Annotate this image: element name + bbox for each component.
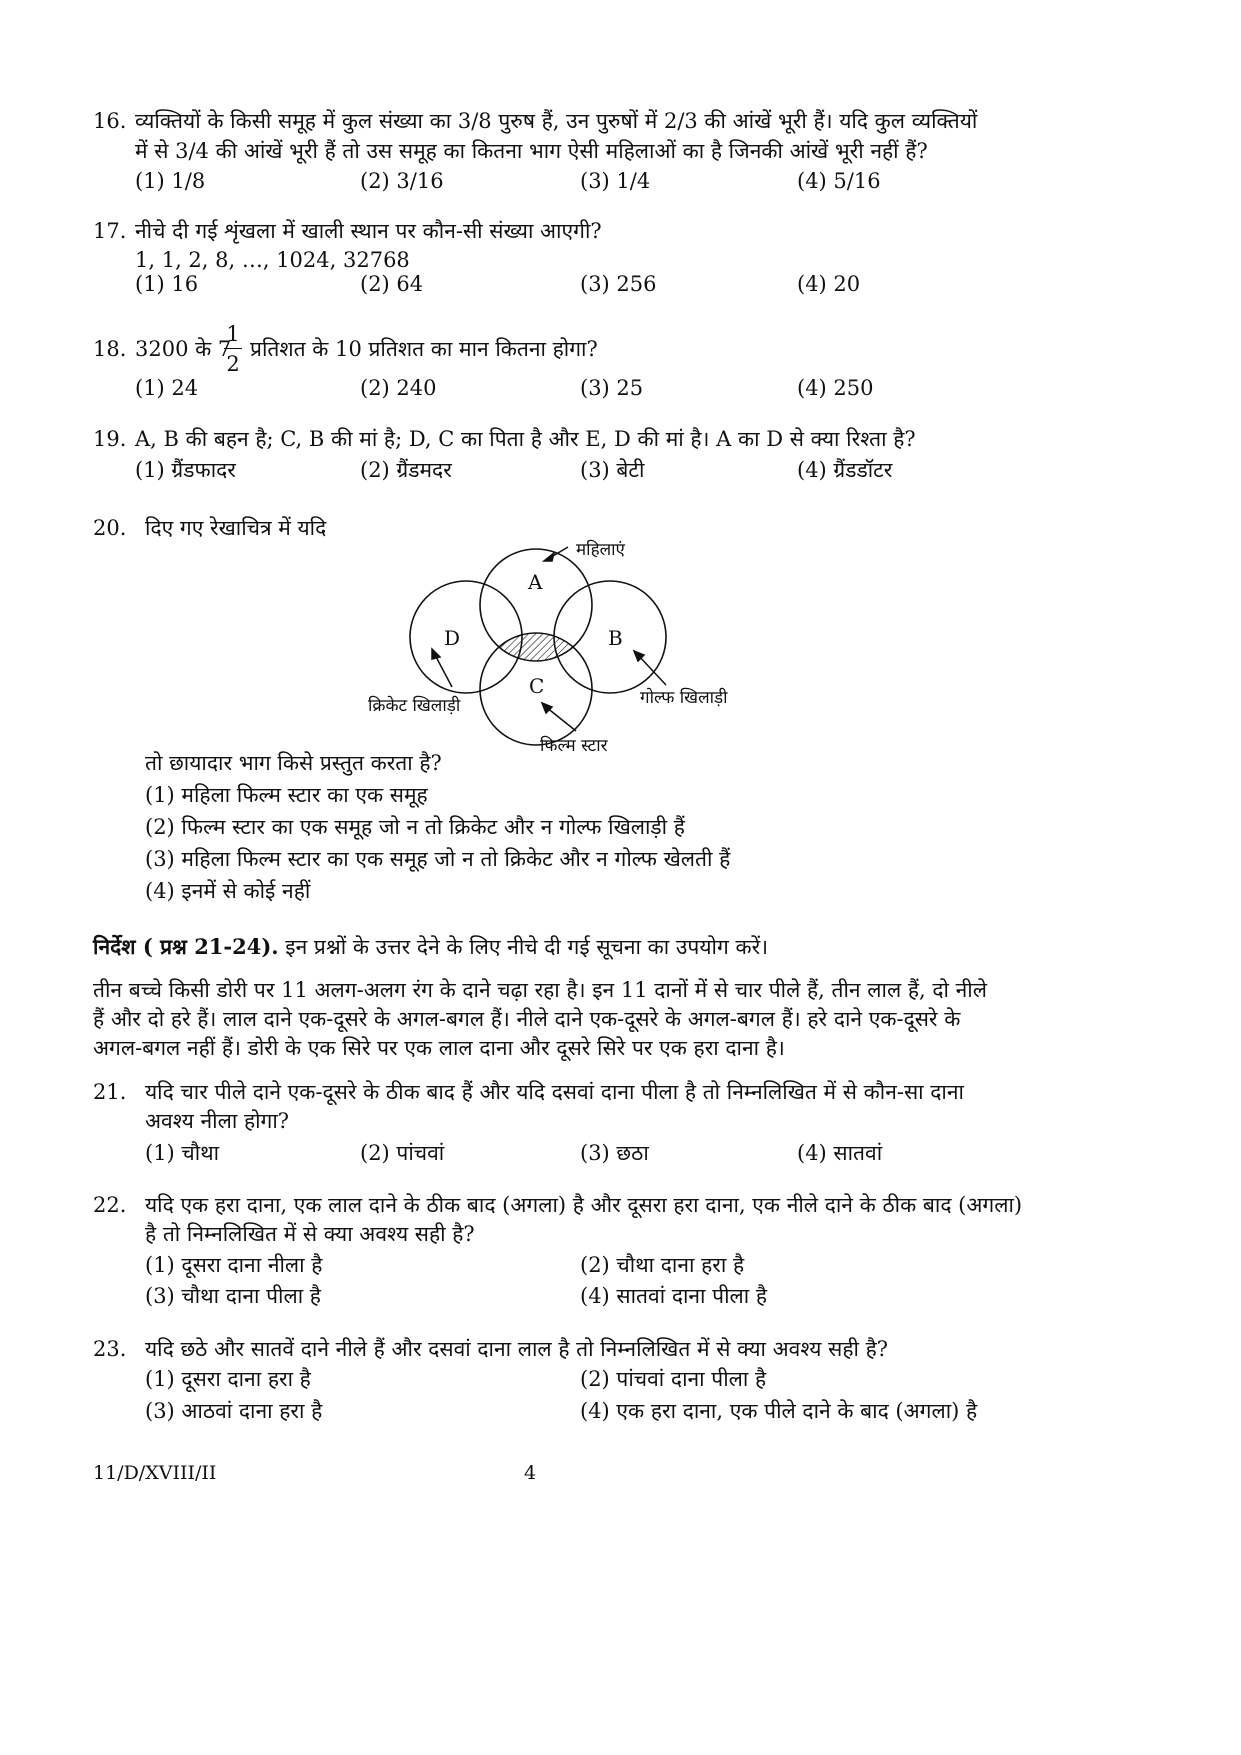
shaded-region [440, 585, 640, 735]
fraction-denominator: 2 [226, 352, 240, 376]
directions-text: अगल-बगल नहीं हैं। डोरी के एक सिरे पर एक लाल दाना और दूसरे सिरे पर एक हरा दाना है। [93, 1036, 785, 1060]
question-text: यदि एक हरा दाना, एक लाल दाने के ठीक बाद (अगला) है और दूसरा हरा दाना, एक नीले दाने के ठीक बाद (अगला) [145, 1193, 1023, 1217]
directions-text: हैं और दो हरे हैं। लाल दाने एक-दूसरे के अगल-बगल हैं। नीले दाने एक-दूसरे के अगल-बगल हैं। हरे दाने एक-दूसरे के [93, 1007, 961, 1031]
directions-heading-bold: निर्देश ( प्रश्न 21-24). [93, 934, 279, 959]
arrow-film [546, 707, 576, 731]
option: (2) पांचवां [360, 1141, 445, 1165]
circle-d [410, 581, 522, 693]
label-cricket: क्रिकेट खिलाड़ी [368, 696, 461, 716]
option: (3) चौथा दाना पीला है [145, 1284, 321, 1308]
option: (3) आठवां दाना हरा है [145, 1399, 323, 1423]
page-number: 4 [524, 1462, 537, 1484]
option: (1) दूसरा दाना हरा है [145, 1367, 311, 1391]
option: (3) बेटी [580, 458, 645, 482]
question-text: A, B की बहन है; C, B की मां है; D, C का पिता है और E, D की मां है। A का D से क्या रिश्ता है? [135, 427, 916, 451]
option: (3) महिला फिल्म स्टार का एक समूह जो न तो क्रिकेट और न गोल्फ खेलती हैं [145, 847, 731, 871]
option: (3) 25 [580, 376, 644, 400]
question-number: 18. [93, 337, 127, 361]
option: (1) 24 [135, 376, 199, 400]
question-number: 23. [93, 1337, 127, 1361]
option: (1) महिला फिल्म स्टार का एक समूह [145, 783, 428, 807]
question-number: 17. [93, 219, 127, 243]
option: (4) 5/16 [797, 169, 881, 193]
directions-heading [93, 932, 768, 962]
question-text: तो छायादार भाग किसे प्रस्तुत करता है? [145, 751, 442, 775]
question-text: अवश्य नीला होगा? [145, 1109, 290, 1133]
option: (1) 16 [135, 272, 199, 296]
fraction-numerator: 1 [226, 322, 240, 346]
option: (2) 64 [360, 272, 424, 296]
question-text: में से 3/4 की आंखें भूरी हैं तो उस समूह का कितना भाग ऐसी महिलाओं का है जिनकी आंखें भूरी नहीं हैं? [135, 139, 928, 163]
option: (2) 3/16 [360, 169, 444, 193]
label-c: C [529, 674, 545, 698]
label-film: फिल्म स्टार [540, 736, 608, 756]
question-text: नीचे दी गई शृंखला में खाली स्थान पर कौन-सी संख्या आएगी? [135, 219, 602, 243]
question-text: 3200 के 7 [135, 337, 232, 361]
number-series: 1, 1, 2, 8, …, 1024, 32768 [135, 248, 410, 272]
option: (2) फिल्म स्टार का एक समूह जो न तो क्रिकेट और न गोल्फ खिलाड़ी हैं [145, 815, 685, 839]
option: (3) 256 [580, 272, 657, 296]
option: (2) 240 [360, 376, 437, 400]
option: (2) चौथा दाना हरा है [580, 1253, 745, 1277]
option: (4) इनमें से कोई नहीं [145, 879, 311, 903]
directions-heading-rest: इन प्रश्नों के उत्तर देने के लिए नीचे दी गई सूचना का उपयोग करें। [278, 935, 769, 959]
label-b: B [608, 626, 623, 650]
label-golf: गोल्फ खिलाड़ी [640, 688, 728, 708]
option: (1) ग्रैंडफादर [135, 458, 236, 482]
option: (4) 250 [797, 376, 874, 400]
question-text: है तो निम्नलिखित में से क्या अवश्य सही है? [145, 1222, 475, 1246]
option: (3) 1/4 [580, 169, 651, 193]
option: (4) एक हरा दाना, एक पीले दाने के बाद (अगला) है [580, 1399, 978, 1423]
option: (4) सातवां [797, 1141, 883, 1165]
option: (4) 20 [797, 272, 861, 296]
fraction-bar [224, 348, 242, 349]
question-text: दिए गए रेखाचित्र में यदि [145, 516, 327, 540]
question-text: यदि छठे और सातवें दाने नीले हैं और दसवां दाना लाल है तो निम्नलिखित में से क्या अवश्य सही है? [145, 1337, 889, 1361]
option: (1) चौथा [145, 1141, 220, 1165]
option: (1) 1/8 [135, 169, 206, 193]
directions-text: तीन बच्चे किसी डोरी पर 11 अलग-अलग रंग के दाने चढ़ा रहा है। इन 11 दानों में से चार पीले हैं, तीन लाल हैं, दो नीले [93, 978, 987, 1002]
option: (1) दूसरा दाना नीला है [145, 1253, 323, 1277]
option: (3) छठा [580, 1141, 649, 1165]
label-d: D [444, 626, 461, 650]
paper-code: 11/D/XVIII/II [93, 1462, 217, 1484]
option: (2) पांचवां दाना पीला है [580, 1367, 767, 1391]
label-a: A [528, 570, 543, 594]
venn-diagram [340, 525, 780, 765]
question-number: 16. [93, 109, 127, 133]
option: (4) ग्रैंडडॉटर [797, 458, 893, 482]
question-number: 19. [93, 427, 127, 451]
option: (4) सातवां दाना पीला है [580, 1284, 768, 1308]
label-women: महिलाएं [576, 540, 625, 560]
question-text: व्यक्तियों के किसी समूह में कुल संख्या का 3/8 पुरुष हैं, उन पुरुषों में 2/3 की आंखें भूरी हैं। यदि कुल व्यक्तियों [135, 109, 978, 133]
question-number: 22. [93, 1193, 127, 1217]
question-number: 20. [93, 516, 127, 540]
question-text: यदि चार पीले दाने एक-दूसरे के ठीक बाद हैं और यदि दसवां दाना पीला है तो निम्नलिखित में से कौन-सा दाना [145, 1080, 964, 1104]
option: (2) ग्रैंडमदर [360, 458, 452, 482]
question-number: 21. [93, 1080, 127, 1104]
question-text: प्रतिशत के 10 प्रतिशत का मान कितना होगा? [250, 337, 598, 361]
